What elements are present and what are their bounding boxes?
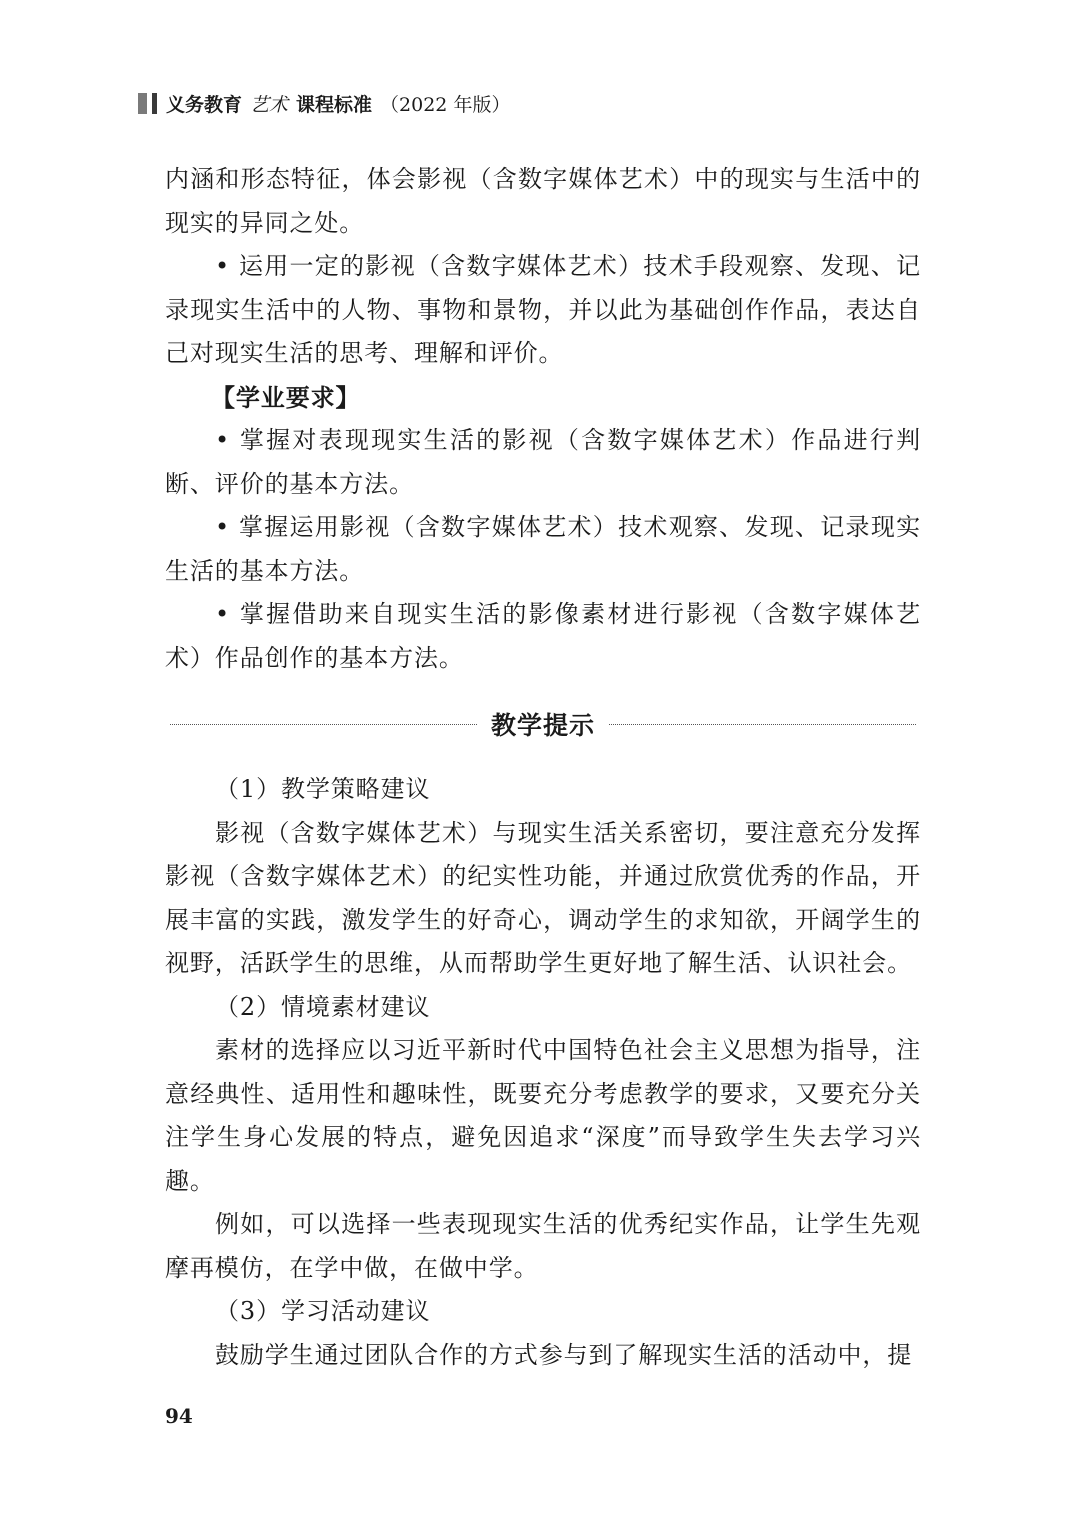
paragraph: 素材的选择应以习近平新时代中国特色社会主义思想为指导，注意经典性、适用性和趣味性，既要充分考虑教学的要求，又要充分关注学生身心发展的特点，避免因追求“深度”而导致学生失去学习兴趣。 <box>165 1036 921 1195</box>
dotted-rule-right <box>609 724 916 725</box>
paragraph: 鼓励学生通过团队合作的方式参与到了解现实生活的活动中，提 <box>215 1340 913 1369</box>
page-number: 94 <box>165 1404 193 1428</box>
subheading: （3）学习活动建议 <box>215 1297 431 1325</box>
section-heading-requirements: 【学业要求】 <box>211 382 361 412</box>
bullet-item: • 掌握对表现现实生活的影视（含数字媒体艺术）作品进行判断、评价的基本方法。 <box>165 426 921 498</box>
running-header <box>138 88 510 118</box>
header-edition: （2022 年版） <box>380 93 511 116</box>
header-standard: 课程标准 <box>296 93 373 116</box>
header-book-title: 义务教育 <box>166 93 243 116</box>
subheading: （2）情境素材建议 <box>215 992 431 1021</box>
subheading: （1）教学策略建议 <box>215 775 431 803</box>
header-subject: 艺术 <box>250 93 289 116</box>
header-bars-icon <box>138 93 157 114</box>
bullet-item: • 掌握借助来自现实生活的影像素材进行影视（含数字媒体艺术）作品创作的基本方法。 <box>165 600 921 672</box>
body-text-teaching <box>165 768 921 1377</box>
body-text-top <box>165 158 921 680</box>
paragraph: 影视（含数字媒体艺术）与现实生活关系密切，要注意充分发挥影视（含数字媒体艺术）的纪实性功能，并通过欣赏优秀的作品，开展丰富的实践，激发学生的好奇心，调动学生的求知欲，开阔学生的视野，活跃学生的思维，从而帮助学生更好地了解生活、认识社会。 <box>165 818 921 977</box>
paragraph-continuation: 内涵和形态特征，体会影视（含数字媒体艺术）中的现实与生活中的现实的异同之处。 <box>165 165 921 237</box>
paragraph: 例如，可以选择一些表现现实生活的优秀纪实作品，让学生先观摩再模仿，在学中做，在做中学。 <box>165 1210 921 1282</box>
teaching-tips-divider <box>170 702 916 746</box>
bullet-item: • 掌握运用影视（含数字媒体艺术）技术观察、发现、记录现实生活的基本方法。 <box>165 513 921 585</box>
teaching-tips-title: 教学提示 <box>491 711 596 740</box>
bullet-item: • 运用一定的影视（含数字媒体艺术）技术手段观察、发现、记录现实生活中的人物、事物和景物，并以此为基础创作作品，表达自己对现实生活的思考、理解和评价。 <box>165 252 921 367</box>
dotted-rule-left <box>170 724 477 725</box>
